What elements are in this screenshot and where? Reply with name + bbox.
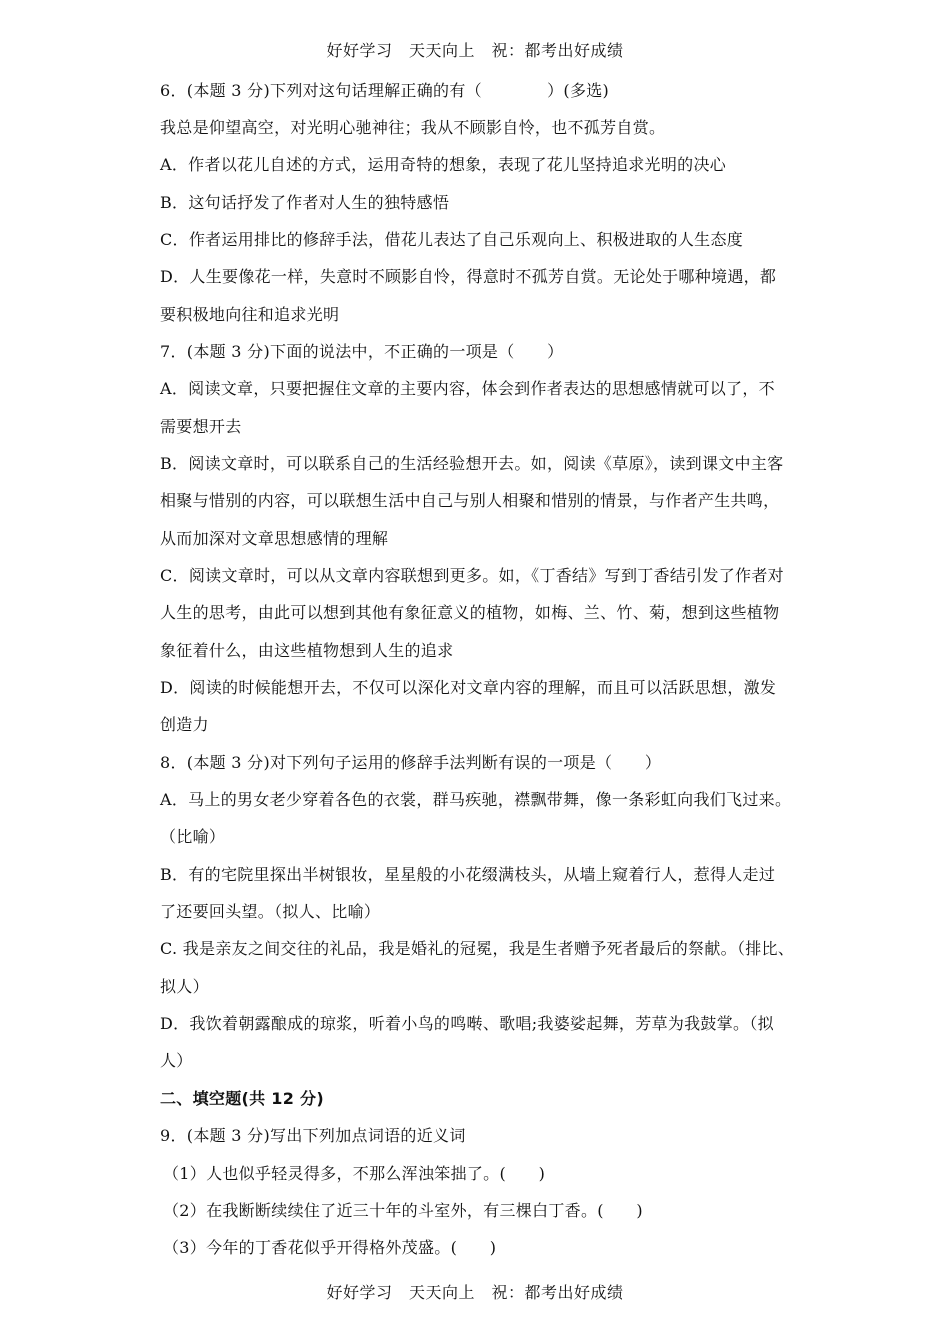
question-8-option-d-cont: 人） xyxy=(160,1051,193,1070)
question-6-option-d-cont: 要积极地向往和追求光明 xyxy=(160,305,340,324)
question-8-option-c: C. 我是亲友之间交往的礼品，我是婚礼的冠冕，我是生者赠予死者最后的祭献。（排比、 xyxy=(160,939,795,958)
question-6-option-b: B．这句话抒发了作者对人生的独特感悟 xyxy=(160,193,450,212)
question-8-option-b: B．有的宅院里探出半树银妆，星星般的小花缀满枝头，从墙上窥着行人，惹得人走过 xyxy=(160,865,776,884)
page-header: 好好学习 天天向上 祝：都考出好成绩 xyxy=(326,41,624,60)
question-8-option-d: D．我饮着朝露酿成的琼浆，听着小鸟的鸣啭、歌唱;我婆娑起舞，芳草为我鼓掌。（拟 xyxy=(160,1014,774,1033)
question-7-stem: 7．(本题 3 分)下面的说法中，不正确的一项是（ ） xyxy=(160,342,564,361)
question-9-stem: 9．(本题 3 分)写出下列加点词语的近义词 xyxy=(160,1126,466,1145)
question-7-option-c: C．阅读文章时，可以从文章内容联想到更多。如，《丁香结》写到丁香结引发了作者对 xyxy=(160,566,784,585)
question-6-stem: 6．(本题 3 分)下列对这句话理解正确的有（ ）(多选) xyxy=(160,81,610,100)
question-9-item-3: （3）今年的丁香花似乎开得格外茂盛。( ) xyxy=(163,1238,497,1257)
question-7-option-a: A．阅读文章，只要把握住文章的主要内容，体会到作者表达的思想感情就可以了，不 xyxy=(160,379,775,398)
page-footer: 好好学习 天天向上 祝：都考出好成绩 xyxy=(326,1283,624,1302)
question-8-stem: 8．(本题 3 分)对下列句子运用的修辞手法判断有误的一项是（ ） xyxy=(160,753,662,772)
question-6-option-a: A．作者以花儿自述的方式，运用奇特的想象，表现了花儿坚持追求光明的决心 xyxy=(160,155,727,174)
question-9-item-2: （2）在我断断续续住了近三十年的斗室外，有三棵白丁香。( ) xyxy=(163,1201,643,1220)
question-7-option-a-cont: 需要想开去 xyxy=(160,417,242,436)
question-6-option-d: D．人生要像花一样，失意时不顾影自怜，得意时不孤芳自赏。无论处于哪种境遇，都 xyxy=(160,267,777,286)
question-7-option-c-cont: 人生的思考，由此可以想到其他有象征意义的植物，如梅、兰、竹、菊，想到这些植物 xyxy=(160,603,780,622)
question-8-option-a: A．马上的男女老少穿着各色的衣裳，群马疾驰，襟飘带舞，像一条彩虹向我们飞过来。 xyxy=(160,790,792,809)
section-heading-fill-blank: 二、填空题(共 12 分) xyxy=(160,1089,324,1108)
question-6-quote: 我总是仰望高空，对光明心驰神往；我从不顾影自怜，也不孤芳自赏。 xyxy=(160,118,666,137)
question-7-option-b: B．阅读文章时，可以联系自己的生活经验想开去。如，阅读《草原》，读到课文中主客 xyxy=(160,454,784,473)
question-7-option-b-cont: 相聚与惜别的内容，可以联想生活中自己与别人相聚和惜别的情景，与作者产生共鸣， xyxy=(160,491,780,510)
question-8-option-c-cont: 拟人） xyxy=(160,977,209,996)
question-9-item-1: （1）人也似乎轻灵得多，不那么浑浊笨拙了。( ) xyxy=(163,1164,546,1183)
question-8-option-a-cont: （比喻） xyxy=(160,827,226,846)
question-7-option-d-cont: 创造力 xyxy=(160,715,209,734)
question-8-option-b-cont: 了还要回头望。（拟人、比喻） xyxy=(160,902,381,921)
question-6-option-c: C．作者运用排比的修辞手法，借花儿表达了自己乐观向上、积极进取的人生态度 xyxy=(160,230,744,249)
question-7-option-d: D．阅读的时候能想开去，不仅可以深化对文章内容的理解，而且可以活跃思想，激发 xyxy=(160,678,777,697)
question-7-option-c-cont: 象征着什么，由这些植物想到人生的追求 xyxy=(160,641,454,660)
question-7-option-b-cont: 从而加深对文章思想感情的理解 xyxy=(160,529,389,548)
